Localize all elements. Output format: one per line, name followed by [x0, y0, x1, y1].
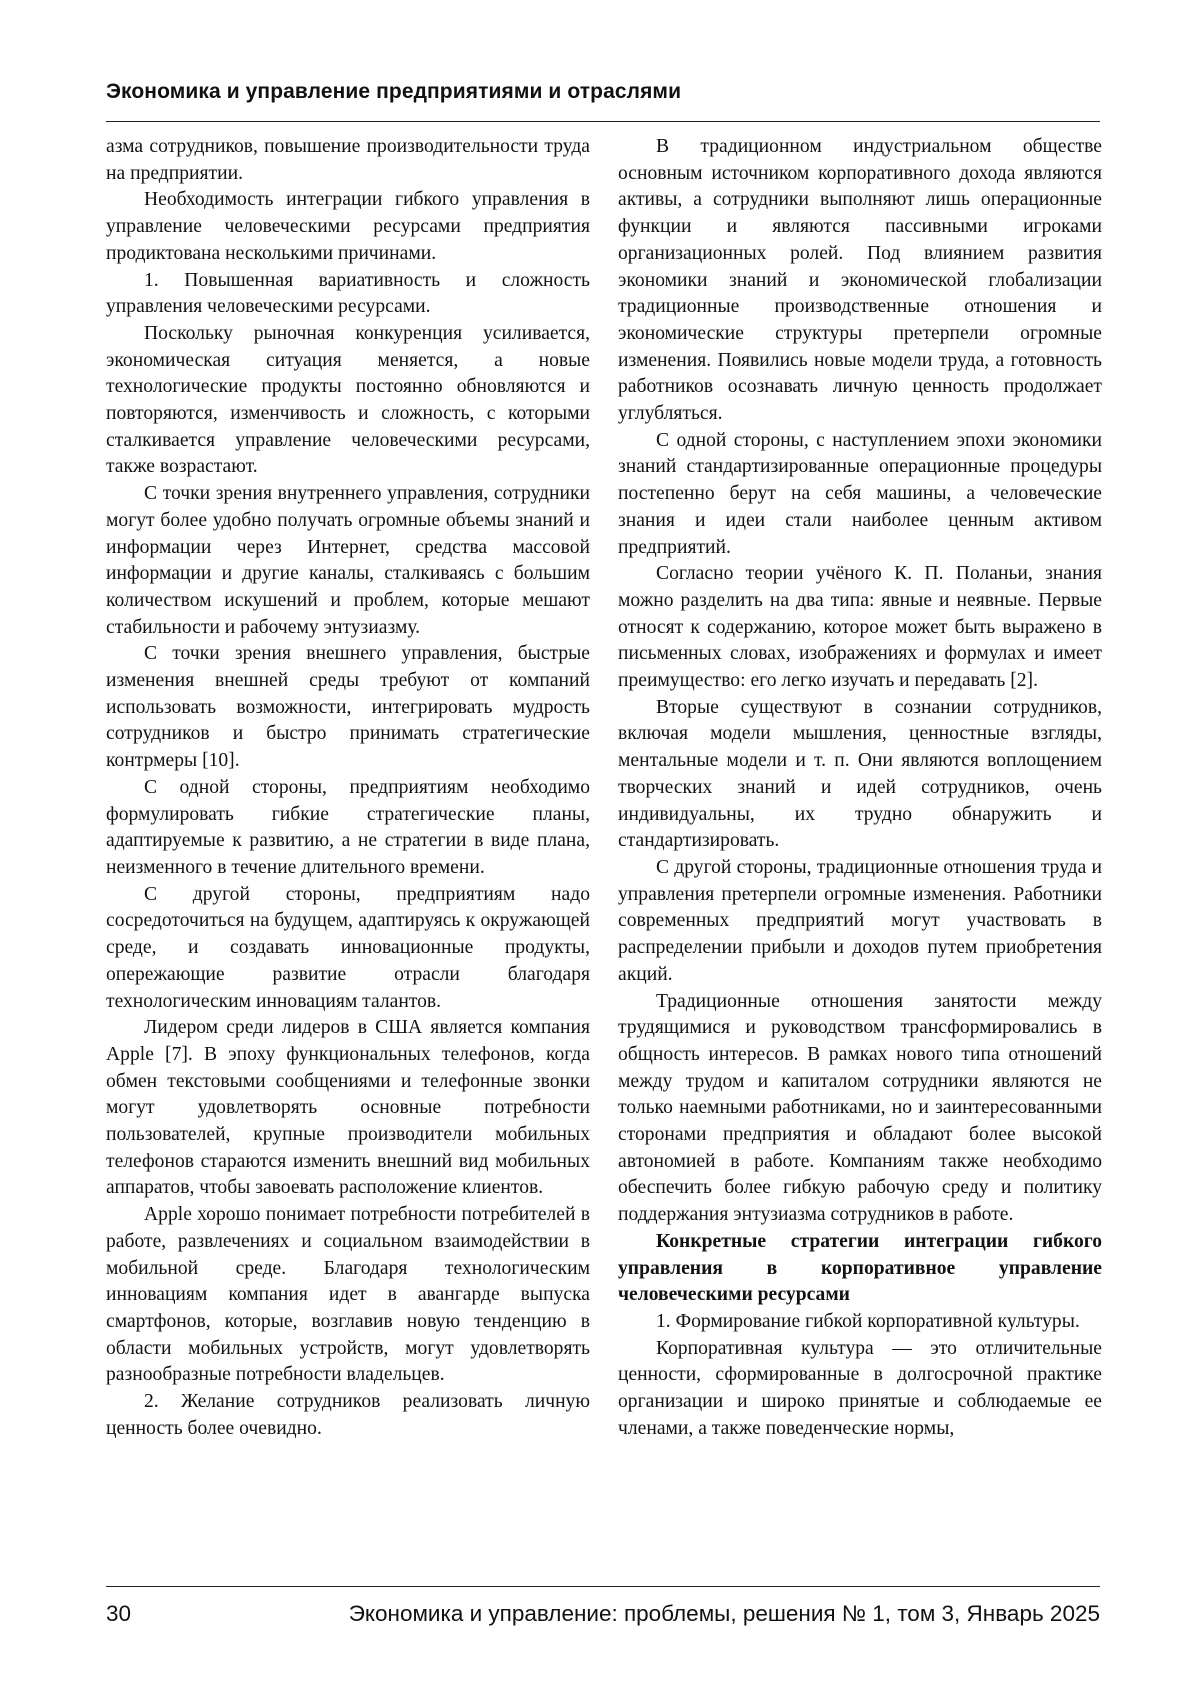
section-heading: Конкретные стратегии интеграции гибкого управления в корпоративное управление человеческими ресурсами: [618, 1230, 1102, 1306]
paragraph: 2. Желание сотрудников реализовать личную ценность более очевидно.: [106, 1391, 590, 1439]
paragraph: 1. Повышенная вариативность и сложность управления человеческими ресурсами.: [106, 269, 590, 318]
paragraph: В традиционном индустриальном обществе основным источником корпоративного дохода являются активы, а сотрудники выполняют лишь операционные функции и являются пассивными игроками организационных ролей. Под влиянием развития экономики знаний и экономической глобализации традиционные производственные отношения и экономические структуры претерпели огромные изменения. Появились новые модели труда, а готовность работников осознавать личную ценность продолжает углубляться.: [618, 136, 1102, 425]
paragraph: С одной стороны, предприятиям необходимо формулировать гибкие стратегические планы, адаптируемые к развитию, а не стратегии в виде плана, неизменного в течение длительного времени.: [106, 776, 590, 878]
running-header: Экономика и управление предприятиями и отраслями: [106, 80, 682, 103]
paragraph: С одной стороны, с наступлением эпохи экономики знаний стандартизированные операционные процедуры постепенно берут на себя машины, а человеческие знания и идеи стали наиболее ценным активом предприятий.: [618, 429, 1102, 558]
paragraph: Лидером среди лидеров в США является компания Apple [7]. В эпоху функциональных телефонов, когда обмен текстовыми сообщениями и телефонные звонки могут удовлетворять основные потребности пользователей, крупные производители мобильных телефонов стараются изменить внешний вид мобильных аппаратов, чтобы завоевать расположение клиентов.: [106, 1017, 590, 1199]
paragraph: Вторые существуют в сознании сотрудников, включая модели мышления, ценностные взгляды, ментальные модели и т. п. Они являются воплощением творческих знаний и идей сотрудников, очень индивидуальны, их трудно обнаружить и стандартизировать.: [618, 696, 1102, 852]
paragraph: С другой стороны, предприятиям надо сосредоточиться на будущем, адаптируясь к окружающей среде, и создавать инновационные продукты, опережающие развитие отрасли благодаря технологическим инновациям талантов.: [106, 883, 590, 1012]
paragraph: Поскольку рыночная конкуренция усиливается, экономическая ситуация меняется, а новые технологические продукты постоянно обновляются и повторяются, изменчивость и сложность, с которыми сталкивается управление человеческими ресурсами, также возрастают.: [106, 322, 590, 478]
left-column: [106, 134, 590, 1442]
journal-citation: Экономика и управление: проблемы, решения № 1, том 3, Январь 2025: [348, 1601, 1100, 1626]
footer-rule: [106, 1586, 1100, 1587]
paragraph: 1. Формирование гибкой корпоративной культуры.: [656, 1310, 1080, 1332]
paragraph: С другой стороны, традиционные отношения труда и управления претерпели огромные изменения. Работники современных предприятий могут участвовать в распределении прибыли и доходов путем приобретения акций.: [618, 856, 1102, 985]
right-column: [618, 134, 1102, 1442]
paragraph: Согласно теории учёного К. П. Поланьи, знания можно разделить на два типа: явные и неявные. Первые относят к содержанию, которое может быть выражено в письменных словах, изображениях и формулах и имеет преимущество: его легко изучать и передавать [2].: [618, 563, 1102, 692]
paragraph: С точки зрения внешнего управления, быстрые изменения внешней среды требуют от компаний использовать возможности, интегрировать мудрость сотрудников и быстро принимать стратегические контрмеры [10].: [106, 643, 590, 772]
paragraph: Корпоративная культура — это отличительные ценности, сформированные в долгосрочной практике организации и широко принятые и соблюдаемые ее членами, а также поведенческие нормы,: [618, 1337, 1102, 1439]
paragraph: Необходимость интеграции гибкого управления в управление человеческими ресурсами предприятия продиктована несколькими причинами.: [106, 189, 590, 264]
paragraph: Традиционные отношения занятости между трудящимися и руководством трансформировались в общность интересов. В рамках нового типа отношений между трудом и капиталом сотрудники являются не только наемными работниками, но и заинтересованными сторонами предприятия и обладают более высокой автономией в работе. Компаниям также необходимо обеспечить более гибкую рабочую среду и политику поддержания энтузиазма сотрудников в работе.: [618, 990, 1102, 1226]
page-footer: [106, 1601, 1100, 1627]
page-number: 30: [106, 1601, 132, 1626]
paragraph: Apple хорошо понимает потребности потребителей в работе, развлечениях и социальном взаимодействии в мобильной среде. Благодаря технологическим инновациям компания идет в авангарде выпуска смартфонов, которые, возглавив новую тенденцию в области мобильных устройств, могут удовлетворять разнообразные потребности владельцев.: [106, 1204, 590, 1386]
paragraph: С точки зрения внутреннего управления, сотрудники могут более удобно получать огромные объемы знаний и информации через Интернет, средства массовой информации и другие каналы, сталкиваясь с большим количеством искушений и проблем, которые мешают стабильности и рабочему энтузиазму.: [106, 483, 590, 638]
header-rule: [106, 121, 1100, 122]
paragraph: азма сотрудников, повышение производительности труда на предприятии.: [106, 136, 590, 184]
